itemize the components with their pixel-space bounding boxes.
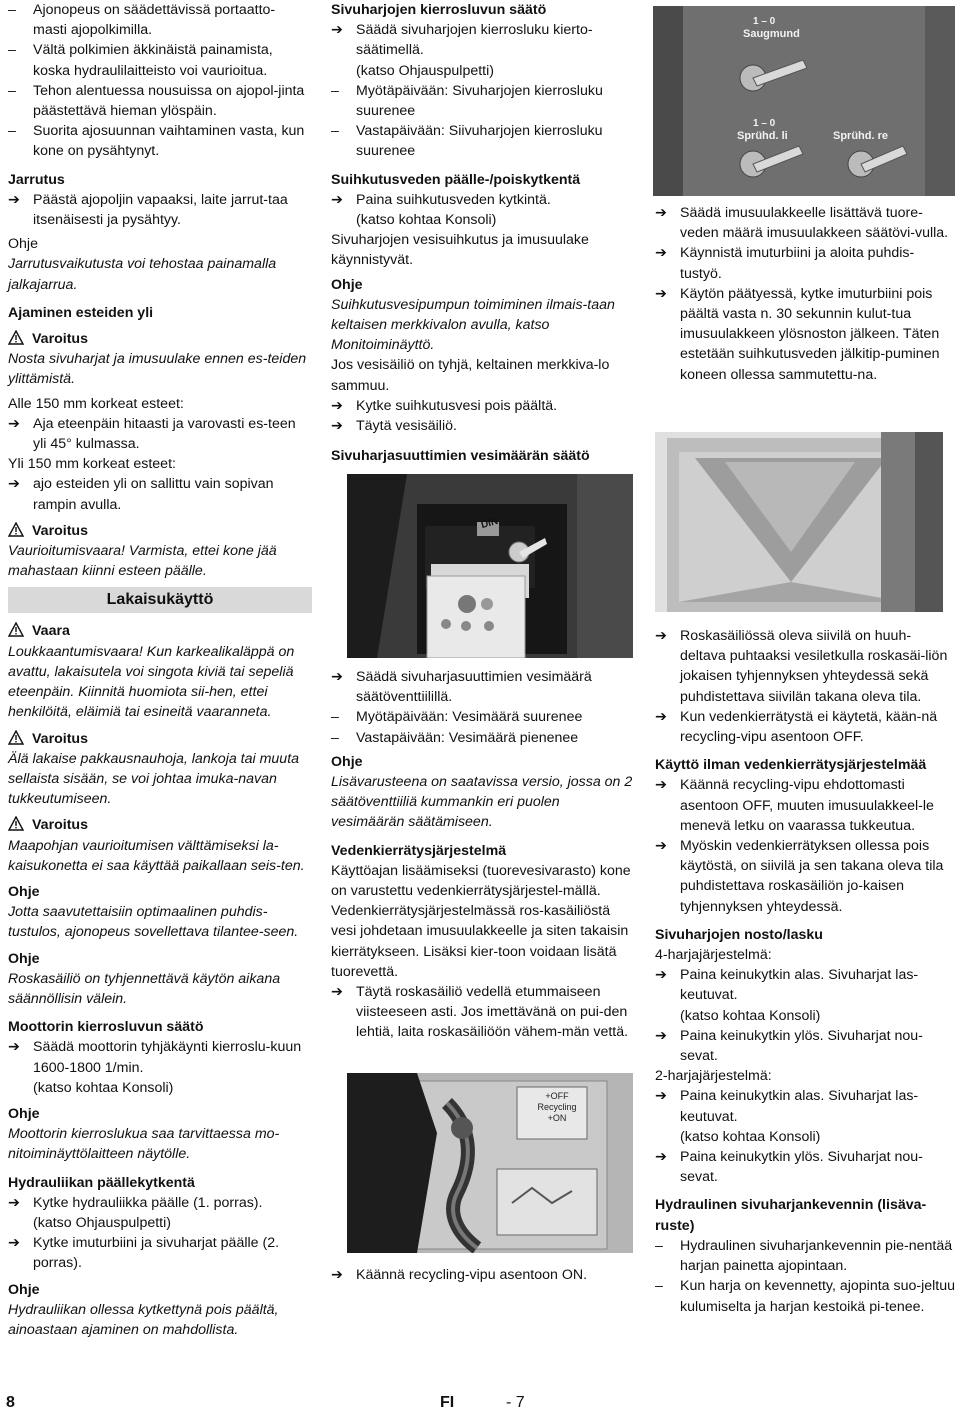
step-item: ➔ Myöskin vedenkierrätyksen ollessa pois käytöstä, on siivilä ja sen takana oleva tila puhdistettava roskasäiliön jo-kaisen tyhjennyksen yhteydessä.	[655, 838, 944, 915]
warning-label: Varoitus	[8, 729, 308, 749]
panel-label: Saugmund	[743, 28, 800, 40]
section-heading-moottori: Moottorin kierrosluvun säätö	[8, 1019, 204, 1036]
danger-label: Vaara	[8, 621, 308, 641]
arrow-icon: ➔	[655, 967, 667, 984]
reference: (katso Ohjauspulpetti)	[356, 62, 495, 79]
note-text: Jarrutusvaikutusta voi tehostaa painamalla jalkajarrua.	[8, 256, 277, 293]
warning-text: Nosta sivuharjat ja imusuulake ennen es-teiden ylittämistä.	[8, 351, 307, 388]
note-text: Roskasäiliö on tyhjennettävä käytön aikana säännöllisin välein.	[8, 970, 281, 1007]
strainer-photo	[655, 432, 943, 612]
arrow-icon: ➔	[655, 205, 667, 221]
list-item: – Ajonopeus on säädettävissä portaatto-masti ajopolkimilla.	[8, 0, 308, 40]
warning-label: Varoitus	[8, 329, 308, 349]
list-item: – Vastapäivään: Vesimäärä pienenee	[331, 728, 634, 748]
step-item: ➔ Aja eteenpäin hitaasti ja varovasti es-teen yli 45° kulmassa.	[8, 415, 296, 453]
step-item: ➔ Säädä sivuharjojen kierrosluku kierto-säätimellä.	[331, 22, 593, 59]
arrow-icon: ➔	[655, 1149, 667, 1166]
section-heading-vesimaara: Sivuharjasuuttimien vesimäärän säätö	[331, 448, 590, 465]
column-3	[655, 203, 955, 385]
step-item: ➔ Paina keinukytkin alas. Sivuharjat las-keutuvat.	[655, 967, 919, 1004]
column-3-lower	[655, 626, 955, 1317]
step-item: ➔ Kun vedenkierrätystä ei käytetä, kään-nä recycling-vipu asentoon OFF.	[655, 708, 938, 746]
step-item: ➔ Paina suihkutusveden kytkintä.	[331, 190, 634, 210]
reference: (katso Ohjauspulpetti)	[33, 1214, 172, 1231]
section-heading-ilman: Käyttö ilman vedenkierrätysjärjestelmää	[655, 757, 927, 774]
arrow-icon: ➔	[8, 415, 20, 432]
warning-triangle-icon	[8, 816, 24, 831]
arrow-icon: ➔	[8, 476, 20, 493]
step-item: ➔ Käytön päätyessä, kytke imuturbiini pois päältä vasta n. 30 sekunnin kulut-tua imusuulakkeen ylösnoston jälkeen. Täten estetään suihkutusveden jälkitip-puminen koneen ollessa sammutettu-na.	[655, 285, 940, 383]
panel-label: 1 – 0	[753, 118, 776, 129]
body-text: Sivuharjojen vesisuihkutus ja imusuulake käynnistyvät.	[331, 232, 589, 269]
step-item: ➔ Kytke imuturbiini ja sivuharjat päälle (2. porras).	[8, 1235, 280, 1272]
arrow-icon: ➔	[331, 1267, 343, 1283]
valve-photo	[347, 474, 633, 658]
page-number-right: - 7	[506, 1394, 525, 1411]
step-item: ➔ Roskasäiliössä oleva siivilä on huuh-deltava puhtaaksi vesiletkulla roskasäi-liön jokaisen tyhjennyksen yhteydessä sekä puhdistettava siivilän takana oleva tila.	[655, 628, 948, 705]
note-label: Ohje	[8, 950, 40, 967]
note-label: Ohje	[331, 753, 363, 770]
warning-triangle-icon	[8, 330, 24, 345]
list-item: – Vältä polkimien äkkinäistä painamista, koska hydraulilaitteisto voi vaurioitua.	[8, 40, 308, 80]
panel-label: Sprühd. re	[833, 130, 889, 142]
reference: (katso kohtaa Konsoli)	[356, 212, 497, 229]
step-item: ➔ Kytke suihkutusvesi pois päältä.	[331, 396, 634, 416]
warning-text: Älä lakaise pakkausnauhoja, lankoja tai muuta sellaista sisään, se voi johtaa imuka-navan tukkeutumiseen.	[8, 750, 300, 808]
arrow-icon: ➔	[331, 418, 343, 435]
list-item: – Hydraulinen sivuharjankevennin pie-nentää harjan painetta ajopintaan.	[655, 1236, 955, 1276]
step-item: ➔ Päästä ajopoljin vapaaksi, laite jarrut-taa itsenäisesti ja pysähtyy.	[8, 191, 288, 229]
section-title-lakaisu: Lakaisukäyttö	[8, 587, 312, 613]
step-item: ➔ Käynnistä imuturbiini ja aloita puhdis-tustyö.	[655, 245, 915, 282]
two-brush-label: 2-harjajärjestelmä:	[655, 1068, 772, 1085]
under-label: Alle 150 mm korkeat esteet:	[8, 395, 184, 412]
warning-label: Varoitus	[8, 521, 308, 541]
recycling-lever-photo	[347, 1073, 633, 1253]
section-heading-ajaminen: Ajaminen esteiden yli	[8, 304, 154, 321]
step-item: ➔ Kytke hydrauliikka päälle (1. porras).	[8, 1193, 308, 1213]
arrow-icon: ➔	[655, 777, 667, 794]
over-label: Yli 150 mm korkeat esteet:	[8, 456, 176, 473]
note-label: Ohje	[8, 1281, 40, 1298]
section-heading-kierrosluku: Sivuharjojen kierrosluvun säätö	[331, 2, 547, 18]
warning-triangle-icon	[8, 730, 24, 745]
arrow-icon: ➔	[655, 285, 667, 302]
four-brush-label: 4-harjajärjestelmä:	[655, 947, 772, 964]
note-text: Lisävarusteena on saatavissa versio, jossa on 2 säätöventtiiliä kummankin eri puolen vesimäärän säätämiseen.	[331, 774, 633, 831]
panel-label: Sprühd. li	[737, 130, 788, 142]
step-item: ➔ Käännä recycling-vipu ehdottomasti asentoon OFF, muuten imusuulakkeel-le menevä letku on vaarassa tukkeutua.	[655, 777, 934, 834]
recycling-illustration	[347, 1073, 633, 1253]
warning-label: Varoitus	[8, 815, 308, 835]
step-item: ➔ Paina keinukytkin ylös. Sivuharjat nou-sevat.	[655, 1149, 923, 1186]
arrow-icon: ➔	[8, 1194, 20, 1211]
section-heading-kevennys: Hydraulinen sivuharjankevennin (lisäva-ruste)	[655, 1197, 927, 1234]
warning-text: Maapohjan vaurioitumisen välttämiseksi la-kaisukonetta ei saa käyttää paikallaan seis-ten.	[8, 837, 305, 874]
note-text: Jotta saavutettaisiin optimaalinen puhdis-tustulos, ajonopeus sovellettava tilantee-seen.	[8, 904, 299, 941]
note-label: Ohje	[8, 883, 40, 900]
column-1	[8, 0, 308, 1340]
section-heading-jarrutus: Jarrutus	[8, 171, 65, 188]
section-heading-nosto: Sivuharjojen nosto/lasku	[655, 926, 823, 943]
list-item: – Myötäpäivään: Sivuharjojen kierrosluku suurenee	[331, 81, 634, 121]
note-text: Hydrauliikan ollessa kytkettynä pois päältä, ainoastaan ajaminen on mahdollista.	[8, 1301, 279, 1338]
body-text: Käyttöajan lisäämiseksi (tuorevesivarasto) kone on varustettu vedenkierrätysjärjestel-mällä. Vedenkierrätysjärjestelmässä ros-kasäiliöstä vesi johdetaan imusuulakkeelle ja siten takaisin kierrätykseen. Lisäksi kier-toon voidaan lisätä tuorevettä.	[331, 862, 631, 980]
section-heading-suihkutus: Suihkutusveden päälle-/poiskytkentä	[331, 171, 581, 188]
step-item: ➔ Täytä roskasäiliö vedellä etummaiseen viisteeseen asti. Jos imettävänä on pui-den lehtiä, laita roskasäiliöön vähem-män vettä.	[331, 984, 629, 1041]
arrow-icon: ➔	[655, 838, 667, 855]
section-heading-kierratys: Vedenkierrätysjärjestelmä	[331, 842, 507, 859]
note-label: Ohje	[8, 236, 38, 253]
page-number-left: 8	[6, 1394, 15, 1411]
reference: (katso kohtaa Konsoli)	[680, 1007, 821, 1024]
strainer-illustration	[655, 432, 943, 612]
list-item: – Vastapäivään: Siivuharjojen kierrosluku suurenee	[331, 121, 634, 161]
panel-label: 1 – 0	[753, 16, 776, 27]
step-item: ➔ Paina keinukytkin ylös. Sivuharjat nou-sevat.	[655, 1027, 923, 1065]
arrow-icon: ➔	[655, 708, 667, 725]
list-item: – Myötäpäivään: Vesimäärä suurenee	[331, 707, 634, 727]
note-text: Moottorin kierroslukua saa tarvittaessa mo-nitoiminäyttölaitteen näytölle.	[8, 1126, 280, 1163]
reference: (katso kohtaa Konsoli)	[33, 1079, 174, 1096]
section-heading-hydrauliikka: Hydrauliikan päällekytkentä	[8, 1174, 195, 1191]
step-item: ➔ Säädä sivuharjasuuttimien vesimäärä säätöventtiilillä.	[331, 669, 592, 706]
arrow-icon: ➔	[655, 1088, 667, 1105]
arrow-icon: ➔	[655, 628, 667, 644]
column-2-bottom	[331, 1265, 634, 1285]
step-item: ➔ Säädä moottorin tyhjäkäynti kierroslu-kuun 1600-1800 1/min.	[8, 1039, 302, 1076]
step-item: ➔ Säädä imusuulakkeelle lisättävä tuore-veden määrä imusuulakkeen säätövi-vulla.	[655, 205, 949, 242]
step-item: ➔ Käännä recycling-vipu asentoon ON.	[331, 1265, 634, 1285]
panel-illustration	[653, 6, 955, 196]
danger-text: Loukkaantumisvaara! Kun karkealikaläppä on avattu, lakaisutela voi singota kiviä tai sepeliä eteenpäin. Kiinnitä huomiota sii-hen, ettei henkilöitä, eläimiä tai esineitä vaaranneta.	[8, 643, 295, 721]
note-text: Suihkutusvesipumpun toimiminen ilmais-taan keltaisen merkkivalon avulla, katso Monitoiminäyttö.	[331, 296, 615, 354]
arrow-icon: ➔	[331, 22, 343, 39]
note-label: Ohje	[8, 1105, 40, 1122]
din-label: DIN	[479, 515, 500, 532]
step-item: ➔ ajo esteiden yli on sallittu vain sopivan rampin avulla.	[8, 476, 274, 513]
control-panel-photo	[653, 6, 955, 196]
body-text: Jos vesisäiliö on tyhjä, keltainen merkkiva-lo sammuu.	[331, 357, 610, 394]
reference: (katso kohtaa Konsoli)	[680, 1128, 821, 1145]
arrow-icon: ➔	[331, 984, 343, 1001]
list-item: – Tehon alentuessa nousuissa on ajopol-jinta päästettävä hieman ylöspäin.	[8, 81, 308, 121]
arrow-icon: ➔	[331, 397, 343, 414]
step-item: ➔ Paina keinukytkin alas. Sivuharjat las-keutuvat.	[655, 1088, 919, 1125]
list-item: – Suorita ajosuunnan vaihtaminen vasta, kun kone on pysähtynyt.	[8, 121, 308, 161]
arrow-icon: ➔	[8, 191, 20, 208]
note-label: Ohje	[331, 276, 363, 293]
language-code: FI	[440, 1394, 455, 1411]
arrow-icon: ➔	[8, 1039, 20, 1056]
list-item: – Kun harja on kevennetty, ajopinta suo-jeltuu kulumiselta ja harjan kestoikä pi-tenee.	[655, 1276, 955, 1316]
valve-illustration	[347, 474, 633, 658]
column-2	[331, 0, 634, 466]
arrow-icon: ➔	[655, 245, 667, 262]
warning-triangle-icon	[8, 622, 24, 637]
warning-triangle-icon	[8, 522, 24, 537]
step-item: ➔ Täytä vesisäiliö.	[331, 416, 634, 436]
arrow-icon: ➔	[8, 1235, 20, 1252]
arrow-icon: ➔	[655, 1027, 667, 1044]
column-2-lower	[331, 667, 634, 1043]
arrow-icon: ➔	[331, 191, 343, 208]
recycling-sticker: +OFF Recycling +ON	[537, 1091, 577, 1123]
warning-text: Vaurioitumisvaara! Varmista, ettei kone jää mahastaan kiinni esteen päälle.	[8, 543, 277, 580]
arrow-icon: ➔	[331, 669, 343, 685]
